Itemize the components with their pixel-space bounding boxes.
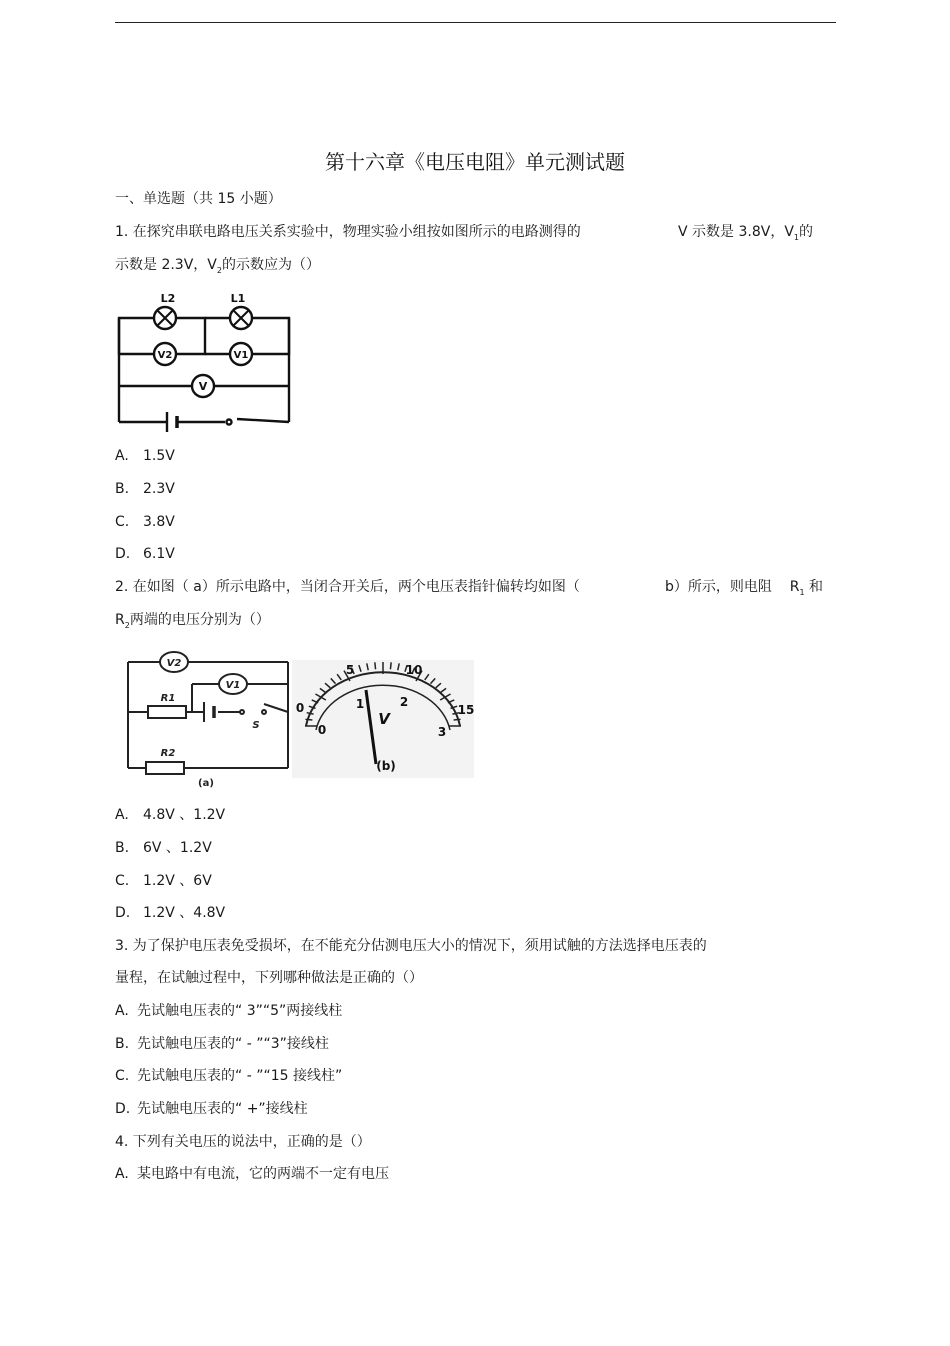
q4-text-line1: 4. 下列有关电压的说法中，正确的是（） xyxy=(115,1134,371,1150)
q3-option-b[interactable]: B. 先试触电压表的“ - ”“3”接线柱 xyxy=(115,1036,329,1052)
q1-label-l2: L2 xyxy=(160,292,176,305)
q2-outer-tick-0: 0 xyxy=(295,701,305,715)
q2-label-v1: V1 xyxy=(225,680,241,691)
meter-tick xyxy=(375,662,376,669)
q2-inner-tick-3: 3 xyxy=(437,725,447,739)
q3-text-line2: 量程，在试触过程中，下列哪种做法是正确的（） xyxy=(115,970,423,986)
q2-label-r1: R1 xyxy=(160,693,176,704)
q2-voltmeter-figure-b xyxy=(292,660,474,778)
q1-label-v1: V1 xyxy=(233,350,249,361)
q2-option-b[interactable]: B. 6V 、1.2V xyxy=(115,840,212,856)
q1-text-line2: 示数是 2.3V，$V_2$的示数应为（） xyxy=(115,257,320,275)
q2-caption-a: (a) xyxy=(198,778,214,789)
q2-label-v2: V2 xyxy=(166,658,182,669)
q3-option-a[interactable]: A. 先试触电压表的“ 3”“5”两接线柱 xyxy=(115,1003,343,1019)
header-rule xyxy=(115,22,836,23)
q1-label-v: V xyxy=(198,380,208,393)
q1-label-l1: L1 xyxy=(230,292,246,305)
page-title: 第十六章《电压电阻》单元测试题 xyxy=(325,150,625,174)
q3-text-line1: 3. 为了保护电压表免受损坏，在不能充分估测电压大小的情况下，须用试触的方法选择电压表的 xyxy=(115,938,707,954)
q1-circuit-figure xyxy=(115,288,295,436)
q2-outer-tick-5: 5 xyxy=(345,663,355,677)
q2-option-a[interactable]: A. 4.8V 、1.2V xyxy=(115,807,226,823)
q2-inner-tick-0: 0 xyxy=(317,723,327,737)
q2-meter-label-v: V xyxy=(378,710,390,728)
meter-tick xyxy=(454,719,461,720)
q2-inner-tick-1: 1 xyxy=(355,697,365,711)
q1-option-b[interactable]: B. 2.3V xyxy=(115,481,175,497)
q1-label-v2: V2 xyxy=(157,350,173,361)
meter-tick xyxy=(390,662,391,669)
q2-outer-tick-15: 15 xyxy=(457,703,474,717)
q2-circuit-figure-a xyxy=(122,648,292,790)
q2-caption-b: (b) xyxy=(376,759,396,773)
q1-option-c[interactable]: C. 3.8V xyxy=(115,514,175,530)
q2-inner-tick-2: 2 xyxy=(399,695,409,709)
q1-text-line1-right: V 示数是 3.8V，$V_1$的 xyxy=(678,224,813,242)
q2-text-line1: 2. 在如图（ a）所示电路中，当闭合开关后，两个电压表指针偏转均如图（ xyxy=(115,579,580,595)
q3-option-c[interactable]: C. 先试触电压表的“ - ”“15 接线柱” xyxy=(115,1068,343,1084)
q2-label-r2: R2 xyxy=(160,748,176,759)
q1-option-d[interactable]: D. 6.1V xyxy=(115,546,175,562)
q1-option-a[interactable]: A. 1.5V xyxy=(115,448,175,464)
q2-label-s: S xyxy=(252,720,260,731)
q4-option-a[interactable]: A. 某电路中有电流，它的两端不一定有电压 xyxy=(115,1166,389,1182)
q2-option-c[interactable]: C. 1.2V 、6V xyxy=(115,873,212,889)
q2-text-line1-right: b）所示，则电阻 $R_1$ 和 xyxy=(665,579,823,597)
q2-text-line2: $R_2$两端的电压分别为（） xyxy=(115,612,270,630)
q2-option-d[interactable]: D. 1.2V 、4.8V xyxy=(115,905,226,921)
section-heading: 一、单选题（共 15 小题） xyxy=(115,191,282,207)
q1-text-line1: 1. 在探究串联电路电压关系实验中，物理实验小组按如图所示的电路测得的 xyxy=(115,224,581,240)
q3-option-d[interactable]: D. 先试触电压表的“ +”接线柱 xyxy=(115,1101,308,1117)
q2-outer-tick-10: 10 xyxy=(405,663,423,677)
meter-tick xyxy=(305,719,312,720)
